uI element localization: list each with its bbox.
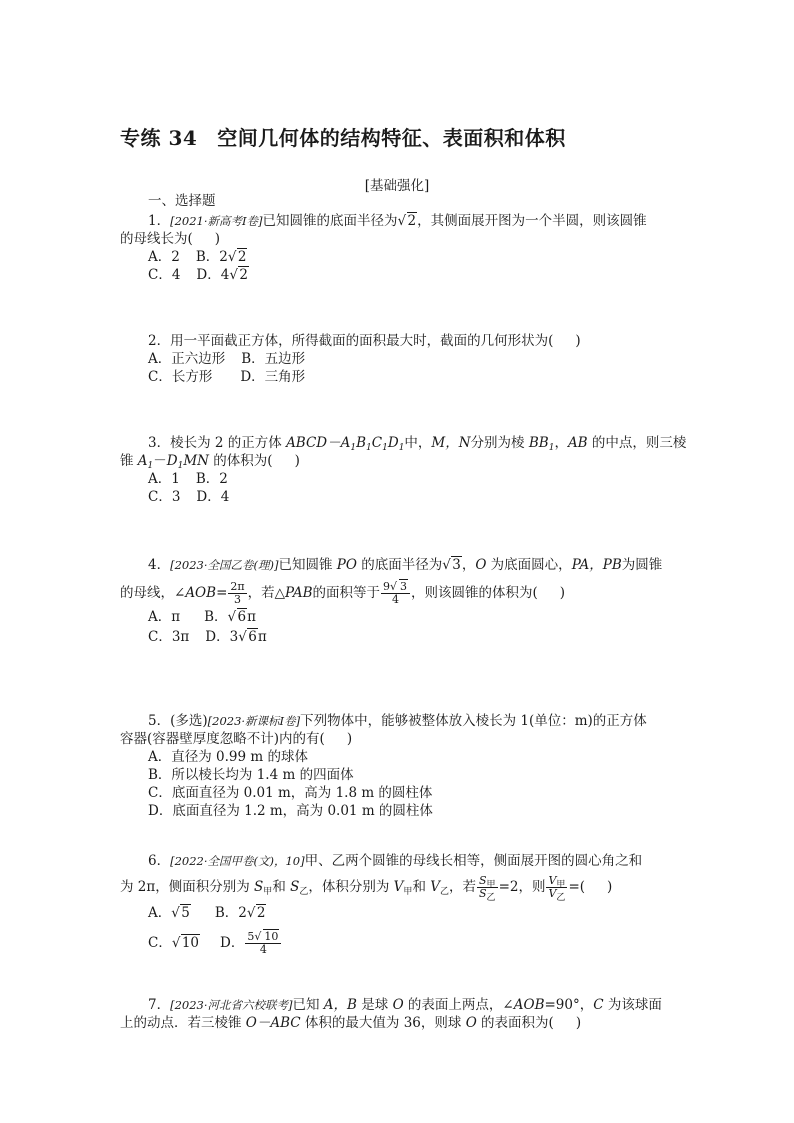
q2-option-b: B．五边形	[241, 351, 306, 367]
q1-line-2: 的母线长为( )	[120, 231, 221, 247]
q4-option-b: B．√ 6π	[204, 609, 256, 625]
q2-option-a: A．正六边形	[148, 351, 226, 367]
q6-line-1: 6．[2022·全国甲卷(文)，10]甲、乙两个圆锥的母线长相等，侧面展开图的圆心角之和	[148, 853, 643, 869]
q4-line-1: 4．[2023·全国乙卷(理)]已知圆锥 PO 的底面半径为√ 3，O 为底面圆心，PA，PB为圆锥	[148, 556, 662, 574]
q6-source: [2022·全国甲卷(文)，10]	[170, 854, 305, 868]
fraction: $\frac{V_甲}{V_乙}$	[548, 874, 566, 903]
q1-option-d: D．4√ 2	[196, 267, 249, 283]
q3-option-d: D．4	[196, 489, 230, 505]
q4-options-row-1	[148, 608, 256, 626]
q5-line-2: 容器(容器壁厚度忽略不计)内的有( )	[120, 731, 353, 747]
q3-line-1: 3．棱长为 2 的正方体 $ABCD-A_1B_1C_1D_1$中，M，N分别为棱 $BB_1$，AB 的中点，则三棱	[148, 435, 687, 453]
q6-line-2: 为 2π，侧面积分别为 $S_甲$和 $S_乙$，体积分别为 $V_甲$和 $V_乙$，若 $\frac{S_甲}{S_乙}$ =2，则 $\frac{V_甲}{V_乙}$ =( )	[120, 874, 613, 903]
q1-line-1: 1．[2021·新高考Ⅰ卷]已知圆锥的底面半径为√ 2，其侧面展开图为一个半圆，则该圆锥	[148, 212, 647, 230]
q5-line-1: 5．(多选)[2023·新课标Ⅰ卷]下列物体中，能够被整体放入棱长为 1(单位：m)的正方体	[148, 713, 647, 729]
title-text: 空间几何体的结构特征、表面积和体积	[217, 126, 566, 150]
page-title	[120, 122, 566, 151]
q6-options-row-1	[148, 904, 266, 922]
q1-option-a: A．2	[148, 249, 180, 265]
q2-line-1: 2．用一平面截正方体，所得截面的面积最大时，截面的几何形状为( )	[148, 333, 581, 349]
q4-source: [2023·全国乙卷(理)]	[170, 558, 279, 572]
q4-option-c: C．3π	[148, 629, 190, 645]
q3-option-a: A．1	[148, 471, 180, 487]
q1-source: [2021·新高考Ⅰ卷]	[170, 214, 263, 228]
q7-line-2: 上的动点．若三棱锥 O－ABC 体积的最大值为 36，则球 O 的表面积为( )	[120, 1015, 582, 1031]
q4-line-2: 的母线，∠AOB= $\frac{2\pi}{3}$ ，若△PAB的面积等于 $\frac{9√ 3}{4}$ ，则该圆锥的体积为( )	[120, 584, 565, 602]
q1-option-b: B．2√ 2	[196, 249, 248, 265]
q7-line-1: 7．[2023·河北省六校联考]已知 A，B 是球 O 的表面上两点，∠AOB=90°，C 为该球面	[148, 997, 662, 1013]
title-code: 专练 34	[120, 126, 198, 150]
q3-option-b: B．2	[195, 471, 228, 487]
q3-line-2: 锥 $A_1-D_1MN$ 的体积为( )	[120, 453, 300, 471]
q2-option-d: D．三角形	[240, 369, 306, 385]
q1-option-c: C．4	[148, 267, 181, 283]
part-heading: 一、选择题	[148, 193, 216, 209]
q2-options-row-2	[148, 368, 305, 386]
q6-option-b: B．2√ 2	[215, 905, 267, 921]
q5-option-b: B．所以棱长均为 1.4 m 的四面体	[148, 767, 354, 783]
q3-options-row-2	[148, 488, 229, 506]
q5-source: [2023·新课标Ⅰ卷]	[207, 714, 301, 728]
q2-options-row-1	[148, 350, 305, 368]
fraction: $\frac{9√ 3}{4}$	[381, 581, 410, 606]
sqrt-expression: √ 2	[398, 212, 418, 230]
q5-option-a: A．直径为 0.99 m 的球体	[148, 749, 308, 765]
fraction: $\frac{2\pi}{3}$	[230, 580, 245, 606]
q6-options-row-2	[148, 930, 282, 956]
q2-option-c: C．长方形	[148, 369, 213, 385]
q1-options-row-1	[148, 248, 247, 266]
fraction: $\frac{S_甲}{S_乙}$	[479, 874, 496, 903]
q4-options-row-2	[148, 628, 267, 646]
section-label: [基础强化]	[364, 178, 430, 194]
q3-option-c: C．3	[148, 489, 181, 505]
q4-option-a: A．π	[148, 609, 181, 625]
q6-option-d: D． $\frac{5√ 10}{4}$	[220, 935, 282, 951]
q7-source: [2023·河北省六校联考]	[170, 998, 293, 1012]
q4-option-d: D．3√ 6π	[205, 629, 266, 645]
q5-option-c: C．底面直径为 0.01 m，高为 1.8 m 的圆柱体	[148, 785, 433, 801]
q6-option-c: C．√ 10	[148, 935, 200, 951]
q1-options-row-2	[148, 266, 249, 284]
q6-option-a: A．√ 5	[148, 905, 191, 921]
q5-option-d: D．底面直径为 1.2 m，高为 0.01 m 的圆柱体	[148, 803, 433, 819]
q3-options-row-1	[148, 470, 228, 488]
fraction: $\frac{5√ 10}{4}$	[245, 931, 281, 956]
